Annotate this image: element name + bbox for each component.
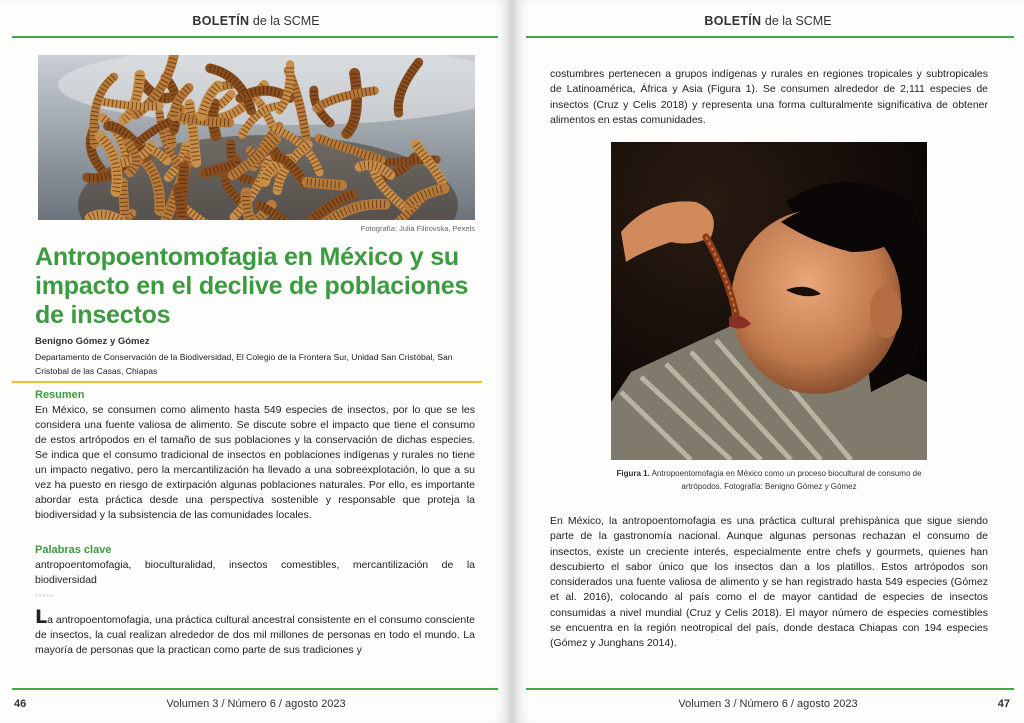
journal-name-rest: de la SCME <box>249 14 320 28</box>
abstract-text: En México, se consumen como alimento hasta 549 especies de insectos, por lo que se les considera una fuente valiosa de alimento. Se discute sobre el impacto que tiene el consumo de estos artrópodos en el tamaño de sus poblaciones y la conservación de dichas especies. Se indica que el consumo tradicional de insectos en poblaciones indígenas y rurales no tiene un impacto negativo, pero la mercantilización ha llevado a una sobreexplotación, lo que a su vez ha puesto en riesgo de extirpación algunas poblaciones naturales. Por ello, es importante abordar esta práctica desde una perspectiva sostenible y responsable que proteja la biodiversidad y la subsistencia de las comunidades locales. <box>35 404 475 521</box>
figure-1-photo <box>611 142 927 460</box>
header-rule <box>526 36 1014 38</box>
figure-label: Figura 1. <box>616 469 650 478</box>
header-rule <box>12 36 498 38</box>
photo-credit: Fotografía: Julia Filirovska, Pexels <box>360 224 475 233</box>
drop-cap: L <box>35 606 48 628</box>
running-head <box>0 14 512 28</box>
figure-1-caption <box>611 468 927 493</box>
footer-rule <box>12 688 498 690</box>
section-separator: ***** <box>35 594 54 601</box>
intro-text: a antropoentomofagia, una práctica cultural ancestral consistente en el consumo consciente de insectos, la cual realizan alrededor de dos mil millones de personas en todo el mundo. La mayoría de personas que la practican como parte de sus tradiciones y <box>35 614 475 656</box>
page-number: 46 <box>14 698 27 710</box>
hero-photo <box>38 55 475 220</box>
journal-name: BOLETÍN <box>704 14 762 28</box>
article-title: Antropoentomofagia en México y su impacto en el declive de poblaciones de insectos <box>35 243 469 329</box>
issue-info: Volumen 3 / Número 6 / agosto 2023 <box>166 698 346 710</box>
journal-name: BOLETÍN <box>192 14 250 28</box>
keywords-heading: Palabras clave <box>35 544 112 556</box>
continued-paragraph: costumbres pertenecen a grupos indígenas y rurales en regiones tropicales y subtropicales de Latinoamérica, África y Asia (Figura 1). Se consumen alrededor de 2,111 especies de insectos (Cruz y Celis 2018) y representa una forma culturalmente significativa de obtener alimentos en estas comunidades. <box>550 68 988 126</box>
mealworms-illustration <box>38 55 475 220</box>
issue-info: Volumen 3 / Número 6 / agosto 2023 <box>678 698 858 710</box>
page-number: 47 <box>997 698 1010 710</box>
abstract-heading: Resumen <box>35 389 85 401</box>
main-paragraph: En México, la antropoentomofagia es una práctica cultural prehispánica que sigue siendo parte de la gastronomía nacional. Aunque algunas personas rechazan el consumo de insectos, existe un creciente interés, especialmente entre chefs y gourmets, quienes han descubierto el sabor único que los insectos dan a los platillos. Estos artrópodos son considerados una fuente valiosa de alimento y se han registrado hasta 549 especies (Gómez et al. 2016), colocando al país como el de mayor cantidad de especies de insectos consumidas a nivel mundial (Cruz y Celis 2018). El mayor número de especies comestibles se encuentra en la región neotropical del país, donde destaca Chiapas con 194 especies (Gómez y Junghans 2014). <box>550 515 988 650</box>
ear <box>870 286 902 338</box>
running-head <box>512 14 1024 28</box>
title-divider <box>12 381 482 383</box>
journal-name-rest: de la SCME <box>761 14 832 28</box>
article-author: Benigno Gómez y Gómez <box>35 336 150 347</box>
author-affiliation: Departamento de Conservación de la Biodiversidad, El Colegio de la Frontera Sur, Unidad San Cristóbal, San Cristobal de las Casas, Chiapas <box>35 352 453 376</box>
worm <box>307 182 342 185</box>
intro-paragraph <box>35 606 475 658</box>
boy-eating-insect-illustration <box>611 142 927 460</box>
figure-caption-text: Antropoentomofagia en México como un proceso biocultural de consumo de artrópodos. Fotografía: Benigno Gómez y Gómez <box>649 469 922 491</box>
keywords-text: antropoentomofagia, bioculturalidad, insectos comestibles, mercantilización de la biodiversidad <box>35 559 475 586</box>
footer-rule <box>526 688 1014 690</box>
